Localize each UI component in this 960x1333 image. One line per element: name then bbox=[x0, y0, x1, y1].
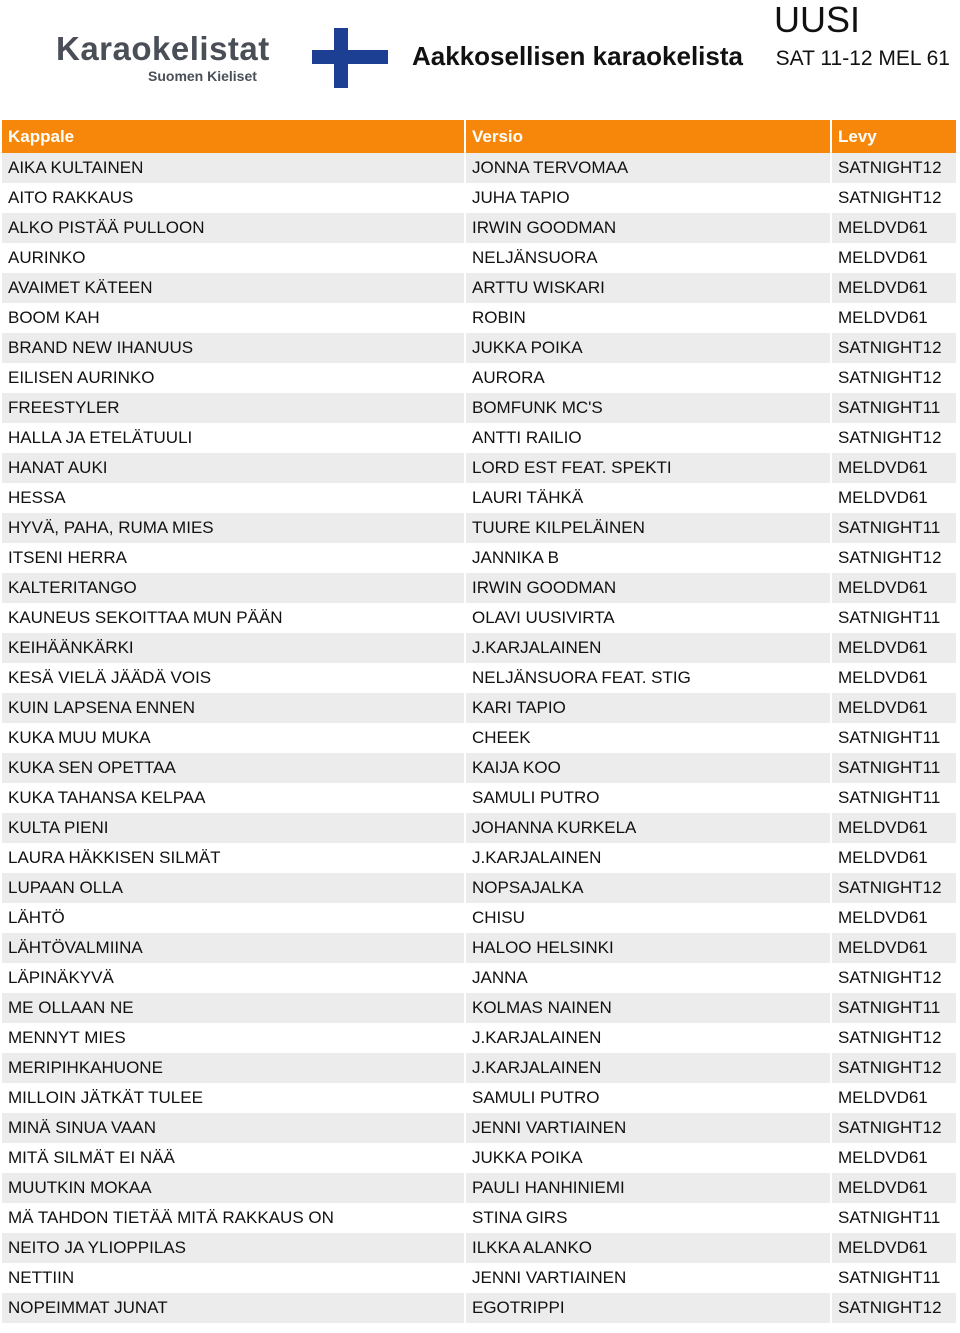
table-row bbox=[2, 183, 957, 213]
cell-kappale: HYVÄ, PAHA, RUMA MIES bbox=[2, 513, 465, 543]
table-row bbox=[2, 513, 957, 543]
cell-versio: JUKKA POIKA bbox=[465, 333, 831, 363]
cell-levy: SATNIGHT11 bbox=[831, 513, 957, 543]
table-row bbox=[2, 753, 957, 783]
cell-kappale: LUPAAN OLLA bbox=[2, 873, 465, 903]
cell-kappale: KUIN LAPSENA ENNEN bbox=[2, 693, 465, 723]
cell-versio: JANNA bbox=[465, 963, 831, 993]
table-row bbox=[2, 603, 957, 633]
cell-levy: SATNIGHT11 bbox=[831, 603, 957, 633]
cell-versio: IRWIN GOODMAN bbox=[465, 573, 831, 603]
cell-kappale: ITSENI HERRA bbox=[2, 543, 465, 573]
table-row bbox=[2, 393, 957, 423]
cell-versio: LAURI TÄHKÄ bbox=[465, 483, 831, 513]
cell-kappale: ALKO PISTÄÄ PULLOON bbox=[2, 213, 465, 243]
cell-levy: SATNIGHT12 bbox=[831, 423, 957, 453]
cell-versio: SAMULI PUTRO bbox=[465, 783, 831, 813]
cell-levy: MELDVD61 bbox=[831, 693, 957, 723]
finnish-flag-icon bbox=[312, 28, 388, 88]
table-row bbox=[2, 783, 957, 813]
cell-kappale: MÄ TAHDON TIETÄÄ MITÄ RAKKAUS ON bbox=[2, 1203, 465, 1233]
cell-levy: MELDVD61 bbox=[831, 243, 957, 273]
cell-kappale: ME OLLAAN NE bbox=[2, 993, 465, 1023]
cell-levy: MELDVD61 bbox=[831, 1083, 957, 1113]
cell-kappale: KUKA MUU MUKA bbox=[2, 723, 465, 753]
cell-levy: MELDVD61 bbox=[831, 483, 957, 513]
table-row bbox=[2, 573, 957, 603]
table-row bbox=[2, 153, 957, 183]
cell-levy: MELDVD61 bbox=[831, 213, 957, 243]
table-row bbox=[2, 453, 957, 483]
table-row bbox=[2, 1203, 957, 1233]
cell-kappale: KAUNEUS SEKOITTAA MUN PÄÄN bbox=[2, 603, 465, 633]
table-row bbox=[2, 1053, 957, 1083]
cell-versio: KARI TAPIO bbox=[465, 693, 831, 723]
table-row bbox=[2, 1023, 957, 1053]
cell-levy: SATNIGHT12 bbox=[831, 963, 957, 993]
cell-kappale: MUUTKIN MOKAA bbox=[2, 1173, 465, 1203]
cell-versio: IRWIN GOODMAN bbox=[465, 213, 831, 243]
cell-kappale: LAURA HÄKKISEN SILMÄT bbox=[2, 843, 465, 873]
table-row bbox=[2, 933, 957, 963]
table-row bbox=[2, 243, 957, 273]
table-row bbox=[2, 873, 957, 903]
cell-versio: J.KARJALAINEN bbox=[465, 1023, 831, 1053]
cell-kappale: AVAIMET KÄTEEN bbox=[2, 273, 465, 303]
cell-levy: MELDVD61 bbox=[831, 273, 957, 303]
cell-versio: OLAVI UUSIVIRTA bbox=[465, 603, 831, 633]
cell-levy: MELDVD61 bbox=[831, 933, 957, 963]
new-label: UUSI bbox=[773, 0, 860, 40]
cell-levy: SATNIGHT11 bbox=[831, 993, 957, 1023]
cell-versio: EGOTRIPPI bbox=[465, 1293, 831, 1323]
cell-versio: KOLMAS NAINEN bbox=[465, 993, 831, 1023]
cell-levy: SATNIGHT12 bbox=[831, 183, 957, 213]
cell-levy: SATNIGHT12 bbox=[831, 1113, 957, 1143]
cell-levy: SATNIGHT12 bbox=[831, 1293, 957, 1323]
logo-title: Karaokelistat bbox=[56, 30, 270, 67]
cell-versio: NOPSAJALKA bbox=[465, 873, 831, 903]
cell-versio: JOHANNA KURKELA bbox=[465, 813, 831, 843]
table-row bbox=[2, 663, 957, 693]
table-row bbox=[2, 303, 957, 333]
cell-levy: MELDVD61 bbox=[831, 1173, 957, 1203]
cell-versio: JANNIKA B bbox=[465, 543, 831, 573]
cell-versio: AURORA bbox=[465, 363, 831, 393]
table-row bbox=[2, 633, 957, 663]
cell-levy: SATNIGHT12 bbox=[831, 873, 957, 903]
cell-levy: MELDVD61 bbox=[831, 843, 957, 873]
cell-levy: SATNIGHT12 bbox=[831, 333, 957, 363]
cell-kappale: KUKA SEN OPETTAA bbox=[2, 753, 465, 783]
cell-kappale: HANAT AUKI bbox=[2, 453, 465, 483]
cell-kappale: AIKA KULTAINEN bbox=[2, 153, 465, 183]
cell-versio: NELJÄNSUORA bbox=[465, 243, 831, 273]
cell-kappale: KEIHÄÄNKÄRKI bbox=[2, 633, 465, 663]
cell-kappale: MERIPIHKAHUONE bbox=[2, 1053, 465, 1083]
table-row bbox=[2, 1143, 957, 1173]
table-row bbox=[2, 993, 957, 1023]
cell-versio: TUURE KILPELÄINEN bbox=[465, 513, 831, 543]
cell-kappale: LÄHTÖVALMIINA bbox=[2, 933, 465, 963]
table-row bbox=[2, 213, 957, 243]
cell-levy: SATNIGHT11 bbox=[831, 783, 957, 813]
table-row bbox=[2, 813, 957, 843]
cell-kappale: HALLA JA ETELÄTUULI bbox=[2, 423, 465, 453]
page-subtitle: SAT 11-12 MEL 61 bbox=[775, 47, 950, 70]
cell-levy: SATNIGHT11 bbox=[831, 723, 957, 753]
table-row bbox=[2, 963, 957, 993]
table-header-row bbox=[2, 120, 957, 153]
cell-versio: J.KARJALAINEN bbox=[465, 633, 831, 663]
cell-kappale: KUKA TAHANSA KELPAA bbox=[2, 783, 465, 813]
cell-kappale: BRAND NEW IHANUUS bbox=[2, 333, 465, 363]
cell-levy: SATNIGHT11 bbox=[831, 753, 957, 783]
table-row bbox=[2, 1233, 957, 1263]
column-header-versio: Versio bbox=[465, 120, 831, 153]
cell-versio: STINA GIRS bbox=[465, 1203, 831, 1233]
cell-kappale: MILLOIN JÄTKÄT TULEE bbox=[2, 1083, 465, 1113]
table-body bbox=[2, 153, 957, 1323]
table-row bbox=[2, 1083, 957, 1113]
table-row bbox=[2, 1293, 957, 1323]
cell-levy: SATNIGHT11 bbox=[831, 1263, 957, 1293]
cell-levy: MELDVD61 bbox=[831, 303, 957, 333]
cell-versio: BOMFUNK MC'S bbox=[465, 393, 831, 423]
table-row bbox=[2, 333, 957, 363]
cell-kappale: NOPEIMMAT JUNAT bbox=[2, 1293, 465, 1323]
table-row bbox=[2, 1113, 957, 1143]
cell-kappale: EILISEN AURINKO bbox=[2, 363, 465, 393]
table-row bbox=[2, 903, 957, 933]
table-row bbox=[2, 1173, 957, 1203]
cell-versio: J.KARJALAINEN bbox=[465, 843, 831, 873]
cell-levy: SATNIGHT12 bbox=[831, 363, 957, 393]
cell-versio: JENNI VARTIAINEN bbox=[465, 1113, 831, 1143]
cell-versio: JONNA TERVOMAA bbox=[465, 153, 831, 183]
cell-versio: ILKKA ALANKO bbox=[465, 1233, 831, 1263]
cell-kappale: AITO RAKKAUS bbox=[2, 183, 465, 213]
cell-versio: KAIJA KOO bbox=[465, 753, 831, 783]
cell-kappale: KULTA PIENI bbox=[2, 813, 465, 843]
page-header bbox=[0, 0, 960, 120]
cell-levy: SATNIGHT12 bbox=[831, 543, 957, 573]
cell-kappale: AURINKO bbox=[2, 243, 465, 273]
table-row bbox=[2, 693, 957, 723]
cell-versio: ROBIN bbox=[465, 303, 831, 333]
cell-kappale: MITÄ SILMÄT EI NÄÄ bbox=[2, 1143, 465, 1173]
cell-kappale: KALTERITANGO bbox=[2, 573, 465, 603]
cell-kappale: BOOM KAH bbox=[2, 303, 465, 333]
cell-versio: CHISU bbox=[465, 903, 831, 933]
cell-kappale: LÄPINÄKYVÄ bbox=[2, 963, 465, 993]
cell-levy: MELDVD61 bbox=[831, 663, 957, 693]
cell-versio: ANTTI RAILIO bbox=[465, 423, 831, 453]
cell-levy: SATNIGHT12 bbox=[831, 153, 957, 183]
page-title: Aakkosellisen karaokelista bbox=[412, 41, 743, 71]
cell-kappale: FREESTYLER bbox=[2, 393, 465, 423]
cell-levy: MELDVD61 bbox=[831, 1233, 957, 1263]
cell-levy: MELDVD61 bbox=[831, 633, 957, 663]
cell-kappale: NEITO JA YLIOPPILAS bbox=[2, 1233, 465, 1263]
cell-kappale: HESSA bbox=[2, 483, 465, 513]
karaoke-table bbox=[2, 120, 958, 1323]
table-row bbox=[2, 1263, 957, 1293]
cell-kappale: KESÄ VIELÄ JÄÄDÄ VOIS bbox=[2, 663, 465, 693]
cell-versio: HALOO HELSINKI bbox=[465, 933, 831, 963]
table-row bbox=[2, 363, 957, 393]
cell-kappale: MINÄ SINUA VAAN bbox=[2, 1113, 465, 1143]
cell-levy: SATNIGHT11 bbox=[831, 393, 957, 423]
cell-versio: NELJÄNSUORA FEAT. STIG bbox=[465, 663, 831, 693]
cell-versio: J.KARJALAINEN bbox=[465, 1053, 831, 1083]
cell-versio: JUHA TAPIO bbox=[465, 183, 831, 213]
cell-levy: SATNIGHT12 bbox=[831, 1023, 957, 1053]
cell-versio: SAMULI PUTRO bbox=[465, 1083, 831, 1113]
cell-versio: CHEEK bbox=[465, 723, 831, 753]
table-row bbox=[2, 843, 957, 873]
cell-kappale: LÄHTÖ bbox=[2, 903, 465, 933]
column-header-levy: Levy bbox=[831, 120, 957, 153]
cell-levy: SATNIGHT11 bbox=[831, 1203, 957, 1233]
cell-levy: SATNIGHT12 bbox=[831, 1053, 957, 1083]
table-row bbox=[2, 483, 957, 513]
column-header-kappale: Kappale bbox=[2, 120, 465, 153]
cell-levy: MELDVD61 bbox=[831, 573, 957, 603]
logo bbox=[56, 30, 270, 84]
cell-levy: MELDVD61 bbox=[831, 453, 957, 483]
cell-versio: JUKKA POIKA bbox=[465, 1143, 831, 1173]
cell-versio: LORD EST FEAT. SPEKTI bbox=[465, 453, 831, 483]
table-row bbox=[2, 723, 957, 753]
logo-subtitle: Suomen Kieliset bbox=[148, 68, 257, 84]
table-row bbox=[2, 543, 957, 573]
table-row bbox=[2, 423, 957, 453]
cell-kappale: MENNYT MIES bbox=[2, 1023, 465, 1053]
cell-versio: PAULI HANHINIEMI bbox=[465, 1173, 831, 1203]
cell-levy: MELDVD61 bbox=[831, 903, 957, 933]
cell-versio: JENNI VARTIAINEN bbox=[465, 1263, 831, 1293]
cell-levy: MELDVD61 bbox=[831, 813, 957, 843]
cell-levy: MELDVD61 bbox=[831, 1143, 957, 1173]
table-row bbox=[2, 273, 957, 303]
cell-versio: ARTTU WISKARI bbox=[465, 273, 831, 303]
cell-kappale: NETTIIN bbox=[2, 1263, 465, 1293]
